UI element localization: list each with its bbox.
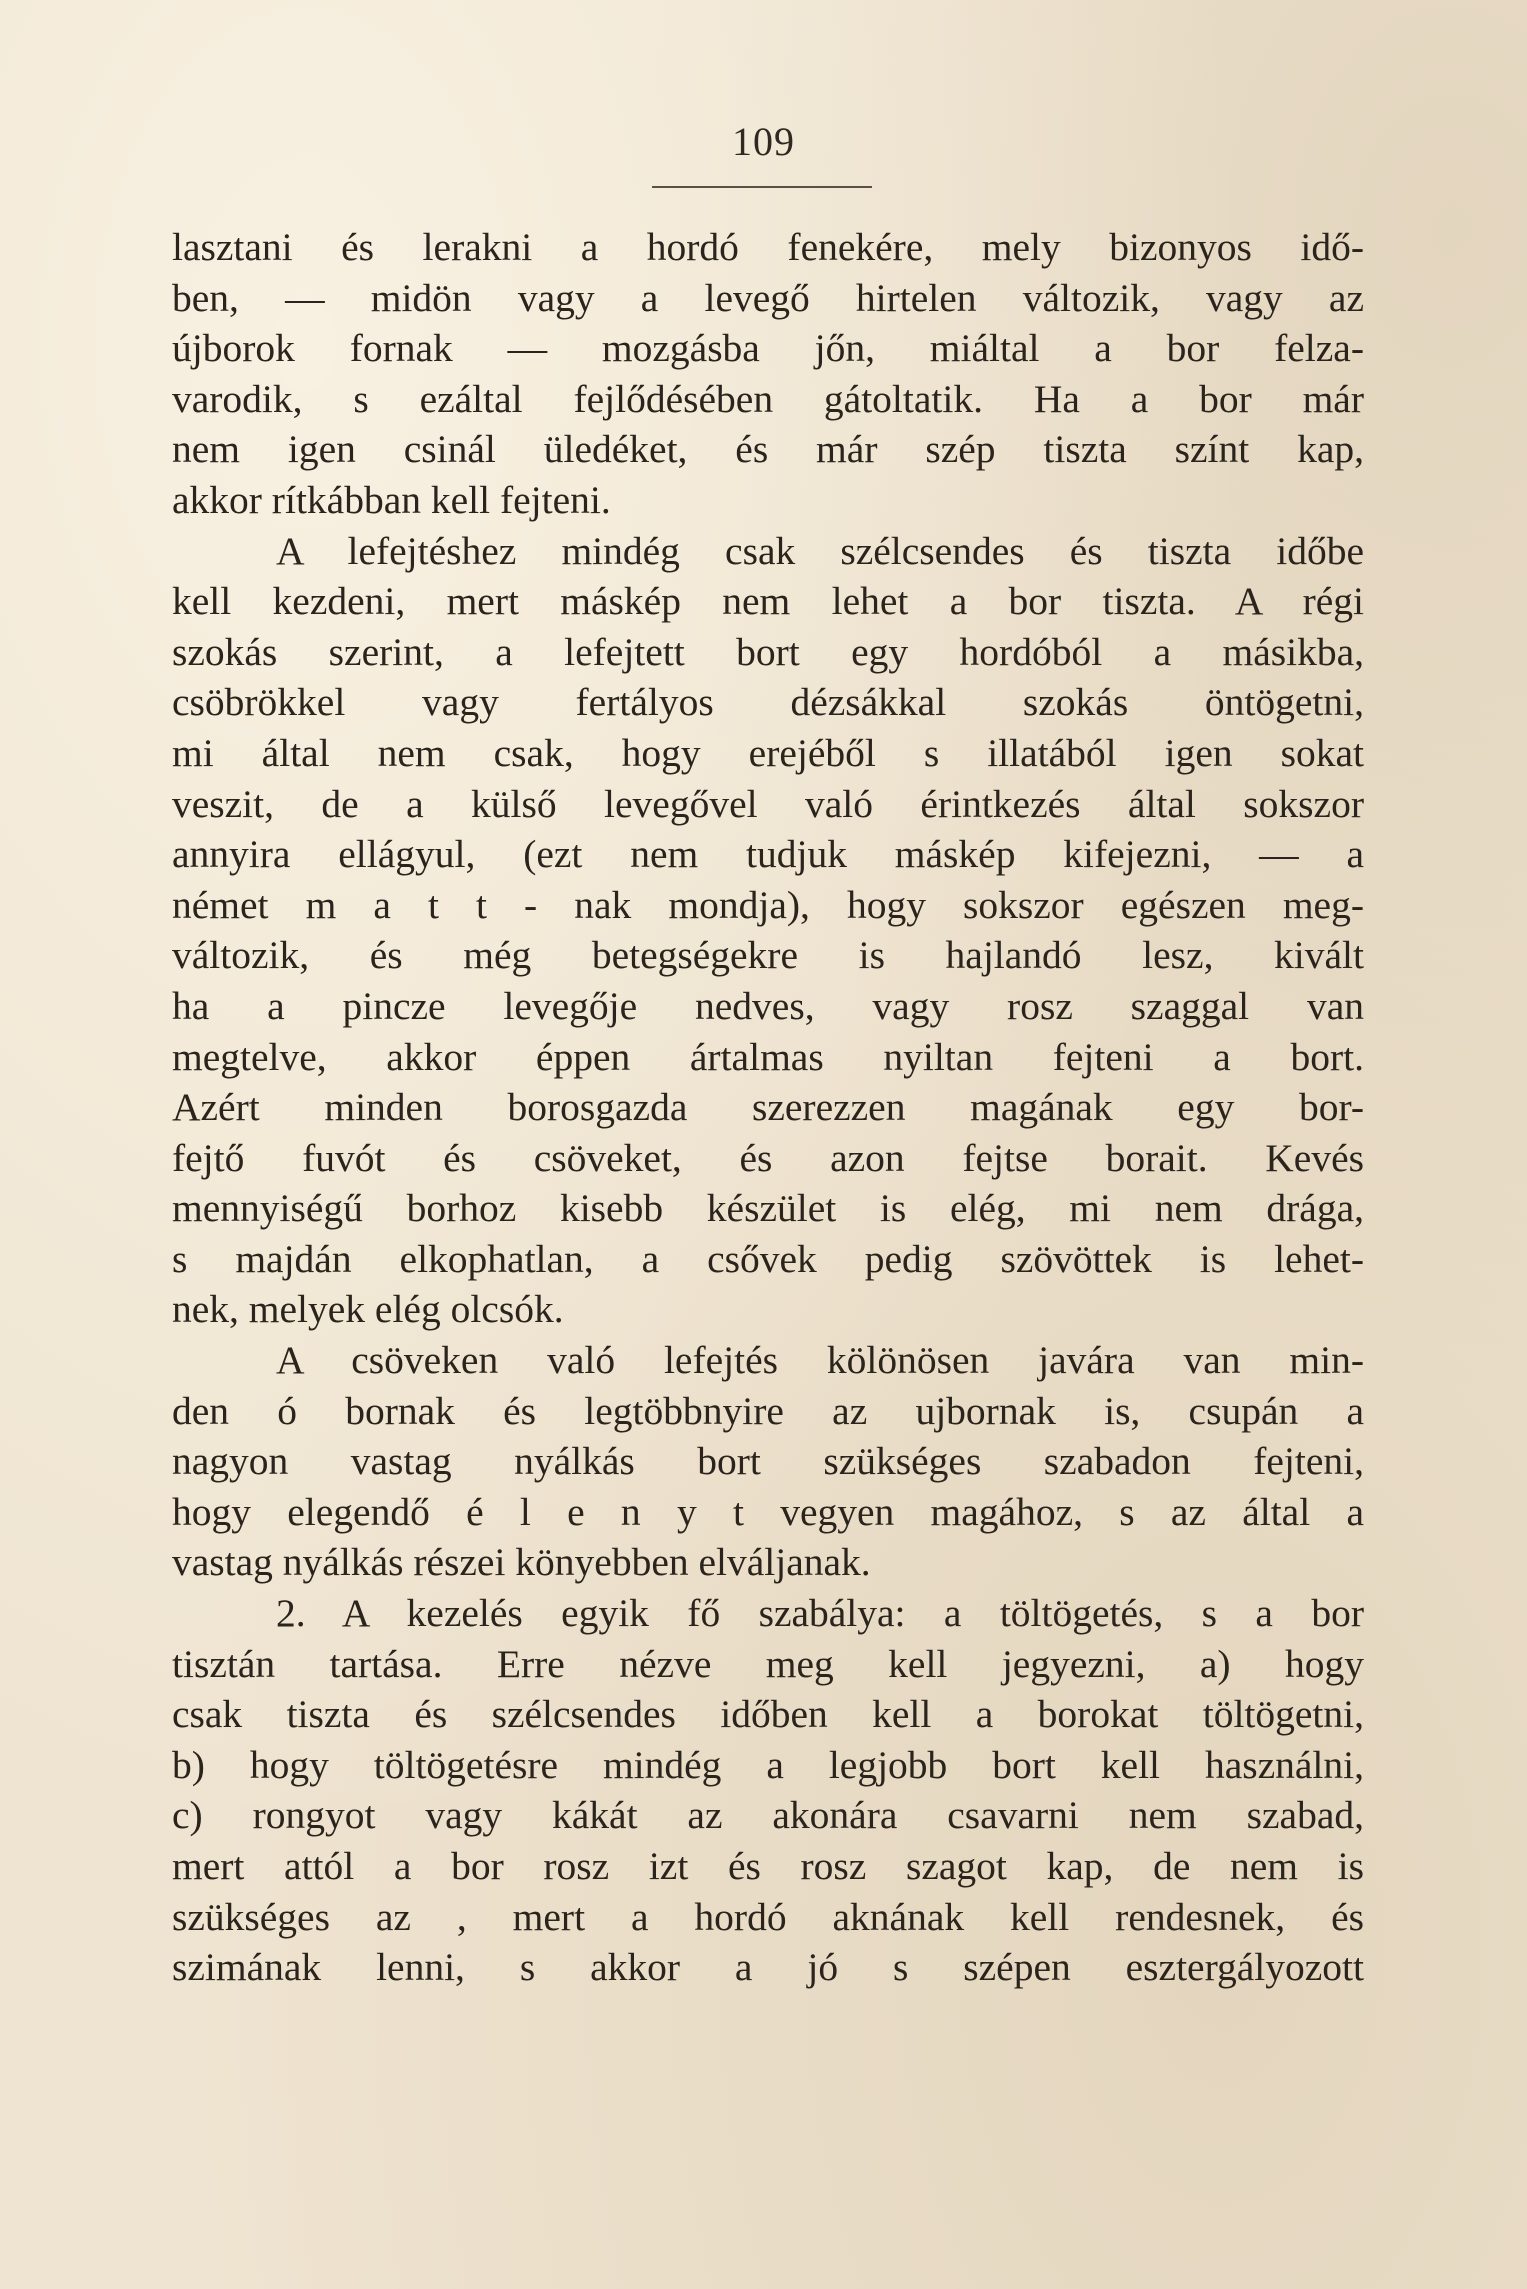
text-line: mert attól a bor rosz izt és rosz szagot kap, de nem is (172, 1844, 1364, 1888)
text-line: vastag nyálkás részei könyebben elváljanak. (172, 1540, 871, 1585)
text-line: den ó bornak és legtöbbnyire az ujbornak is, csupán a (172, 1388, 1364, 1433)
text-line: veszit, de a külső levegővel való érintkezés által sokszor (172, 781, 1364, 826)
text-line: nagyon vastag nyálkás bort szükséges szabadon fejteni, (172, 1439, 1364, 1484)
text-line: német m a t t - nak mondja), hogy sokszor egészen meg- (172, 882, 1364, 927)
text-line: b) hogy töltögetésre mindég a legjobb bort kell használni, (172, 1742, 1364, 1787)
text-line: nem igen csinál üledéket, és már szép tiszta színt kap, (172, 427, 1364, 472)
text-line: kell kezdeni, mert máskép nem lehet a bor tiszta. A régi (172, 579, 1364, 624)
text-line: megtelve, akkor éppen ártalmas nyiltan fejteni a bort. (172, 1034, 1364, 1079)
page-number: 109 (732, 119, 795, 164)
text-line: A csöveken való lefejtés kölönösen javára van min- (276, 1338, 1364, 1383)
text-line: fejtő fuvót és csöveket, és azon fejtse borait. Kevés (172, 1135, 1364, 1180)
text-line: 2. A kezelés egyik fő szabálya: a töltögetés, s a bor (276, 1591, 1364, 1636)
text-line: lasztani és lerakni a hordó fenekére, mely bizonyos idő- (172, 225, 1364, 269)
text-line: akkor rítkábban kell fejteni. (172, 477, 611, 522)
text-line: annyira ellágyul, (ezt nem tudjuk máskép kifejezni, — a (172, 832, 1364, 877)
text-line: hogy elegendő é l e n y t vegyen magához, s az által a (172, 1489, 1364, 1534)
text-line: mennyiségű borhoz kisebb készület is elég, mi nem drága, (172, 1186, 1364, 1231)
text-line: mi által nem csak, hogy erejéből s illatából igen sokat (172, 730, 1364, 775)
text-line: szimának lenni, s akkor a jó s szépen esztergályozott (172, 1945, 1364, 1990)
text-line: s majdán elkophatlan, a csővek pedig szövöttek is lehet- (172, 1236, 1364, 1281)
text-line: c) rongyot vagy kákát az akonára csavarni nem szabad, (172, 1793, 1364, 1838)
text-line: csak tiszta és szélcsendes időben kell a borokat töltögetni, (172, 1692, 1364, 1737)
text-line: változik, és még betegségekre is hajlandó lesz, kivált (172, 933, 1364, 978)
text-line: nek, melyek elég olcsók. (172, 1287, 564, 1332)
text-line: ben, — midön vagy a levegő hirtelen változik, vagy az (172, 275, 1364, 320)
text-line: tisztán tartása. Erre nézve meg kell jegyezni, a) hogy (172, 1641, 1364, 1686)
text-line: szokás szerint, a lefejtett bort egy hordóból a másikba, (172, 629, 1364, 674)
body-text (172, 222, 1364, 1993)
text-line: csöbrökkel vagy fertályos dézsákkal szokás öntögetni, (172, 680, 1364, 725)
text-line: újborok fornak — mozgásba jőn, miáltal a bor felza- (172, 326, 1364, 371)
text-line: ha a pincze levegője nedves, vagy rosz szaggal van (172, 983, 1364, 1028)
header-rule (652, 186, 872, 188)
text-line: A lefejtéshez mindég csak szélcsendes és tiszta időbe (276, 528, 1364, 573)
text-line: Azért minden borosgazda szerezzen magának egy bor- (172, 1085, 1364, 1130)
text-line: szükséges az , mert a hordó aknának kell rendesnek, és (172, 1894, 1364, 1939)
text-line: varodik, s ezáltal fejlődésében gátoltatik. Ha a bor már (172, 376, 1364, 421)
